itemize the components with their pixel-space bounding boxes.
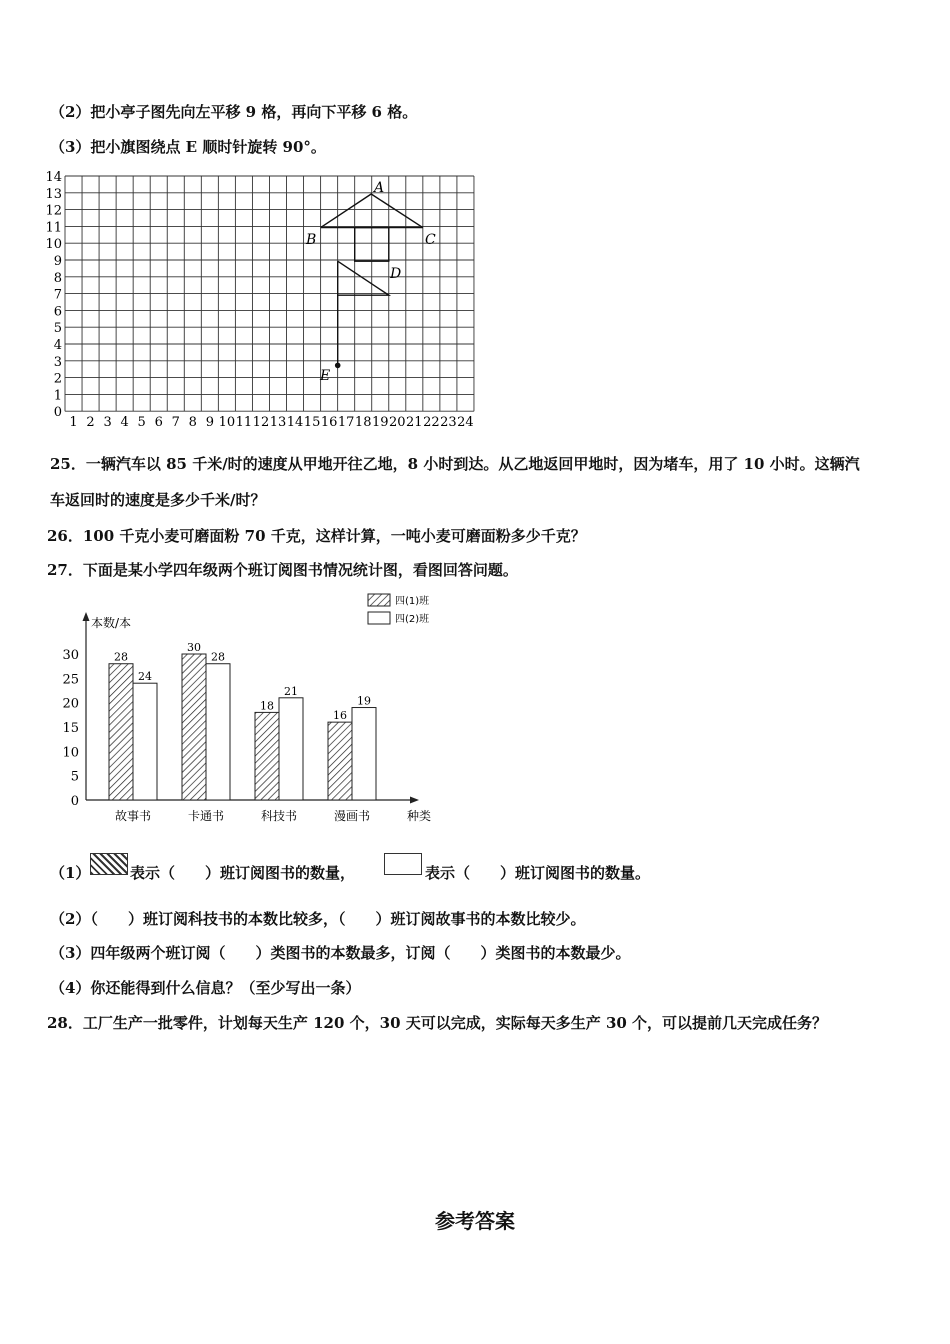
- q27-part4: （4）你还能得到什么信息？（至少写出一条）: [50, 979, 361, 997]
- grid-y-tick: 5: [53, 321, 62, 337]
- answer-section-title: 参考答案: [435, 1209, 515, 1233]
- grid-x-tick: 5: [137, 415, 146, 431]
- q27-part1-prefix: （1）: [50, 864, 91, 882]
- bar-value-label: 28: [211, 650, 225, 664]
- grid-y-tick: 9: [53, 254, 62, 269]
- grid-y-tick: 1: [53, 388, 62, 404]
- q27-part1-middle: 表示（ ）班订阅图书的数量，: [130, 864, 356, 882]
- grid-x-tick: 19: [371, 415, 389, 431]
- grid-x-tick: 14: [286, 415, 304, 431]
- grid-y-tick: 13: [45, 186, 62, 202]
- coordinate-grid: [38, 168, 488, 434]
- grid-x-tick: 21: [406, 415, 423, 431]
- q25-line2: 车返回时的速度是多少千米/时？: [50, 491, 266, 509]
- category-label: 漫画书: [333, 809, 371, 823]
- grid-x-tick: 18: [354, 415, 372, 431]
- bar-value-label: 21: [284, 684, 298, 698]
- q26: 26．100 千克小麦可磨面粉 70 千克，这样计算，一吨小麦可磨面粉多少千克？: [47, 527, 586, 545]
- grid-y-tick: 7: [53, 287, 62, 303]
- q28: 28．工厂生产一批零件，计划每天生产 120 个，30 天可以完成，实际每天多生产 30 个，可以提前几天完成任务？: [47, 1014, 828, 1032]
- grid-x-tick: 20: [389, 415, 406, 431]
- bar-class2: [279, 698, 303, 800]
- y-axis-arrow: [83, 612, 90, 621]
- grid-y-tick: 4: [53, 338, 62, 353]
- bar-class1: [182, 654, 206, 800]
- grid-x-tick: 16: [320, 415, 338, 431]
- bar-value-label: 18: [260, 699, 274, 713]
- bar-value-label: 30: [187, 641, 201, 654]
- grid-x-tick: 9: [205, 415, 214, 431]
- q27-part2: （2）（ ）班订阅科技书的本数比较多，（ ）班订阅故事书的本数比较少。: [50, 910, 586, 928]
- y-tick-label: 0: [70, 794, 79, 809]
- y-tick-label: 15: [62, 721, 79, 736]
- y-axis-label: 本数/本: [91, 616, 132, 630]
- grid-x-tick: 3: [103, 415, 112, 431]
- grid-y-tick: 6: [53, 304, 62, 320]
- point-a-label: A: [374, 180, 385, 196]
- y-ticks: [62, 648, 79, 809]
- category-label: 卡通书: [187, 809, 225, 823]
- category-label: 故事书: [114, 809, 152, 823]
- y-tick-label: 5: [70, 769, 79, 785]
- bar-class1: [109, 664, 133, 800]
- category-label: 科技书: [260, 809, 298, 823]
- bar-value-label: 19: [357, 694, 371, 708]
- legend-label-class2: 四(2)班: [395, 614, 430, 625]
- grid-y-tick: 2: [53, 371, 62, 387]
- grid-x-tick: 6: [154, 415, 163, 431]
- grid-y-tick: 11: [45, 220, 62, 236]
- q27-part3: （3）四年级两个班订阅（ ）类图书的本数最多，订阅（ ）类图书的本数最少。: [50, 944, 631, 962]
- bar-class2: [133, 683, 157, 800]
- grid-lines: [65, 176, 474, 411]
- grid-y-tick: 0: [53, 405, 62, 421]
- q24-part2: （2）把小亭子图先向左平移 9 格，再向下平移 6 格。: [50, 103, 418, 121]
- grid-x-tick: 8: [188, 415, 197, 431]
- grid-x-tick: 1: [69, 415, 78, 431]
- y-tick-label: 10: [62, 745, 79, 761]
- y-tick-label: 20: [62, 696, 79, 712]
- legend-swatch-class1: [368, 594, 390, 606]
- x-axis-label: 种类: [407, 809, 432, 823]
- point-e-dot: [335, 363, 341, 369]
- q27-part1-suffix: 表示（ ）班订阅图书的数量。: [425, 864, 651, 882]
- bar-value-label: 16: [333, 709, 347, 723]
- point-b-label: B: [306, 232, 317, 248]
- point-e-label: E: [320, 368, 331, 384]
- point-c-label: C: [425, 232, 436, 248]
- grid-x-tick: 22: [423, 415, 440, 431]
- grid-x-tick: 17: [337, 415, 355, 431]
- bar-class1: [328, 722, 352, 800]
- grid-x-tick: 10: [218, 415, 236, 431]
- grid-tick-labels: [45, 170, 473, 430]
- bar-class2: [206, 664, 230, 800]
- grid-x-tick: 12: [252, 415, 270, 431]
- legend-swatch-class2: [368, 612, 390, 624]
- grid-y-tick: 12: [45, 203, 62, 219]
- chart-legend: [368, 594, 429, 625]
- grid-y-tick: 3: [53, 354, 62, 370]
- grid-x-tick: 11: [235, 415, 253, 431]
- flag-triangle: [338, 261, 389, 295]
- q27: 27．下面是某小学四年级两个班订阅图书情况统计图，看图回答问题。: [47, 561, 518, 579]
- grid-y-tick: 8: [53, 270, 62, 286]
- point-d-label: D: [390, 266, 402, 282]
- grid-x-tick: 15: [303, 415, 321, 431]
- grid-x-tick: 7: [171, 415, 180, 431]
- bar-class1: [255, 712, 279, 800]
- grid-x-tick: 23: [440, 415, 457, 431]
- bar-class2: [352, 708, 376, 800]
- grid-x-tick: 24: [457, 415, 474, 431]
- grid-x-tick: 13: [269, 415, 287, 431]
- grid-y-tick: 14: [45, 170, 62, 185]
- hatched-swatch-icon: [90, 853, 128, 875]
- grid-y-tick: 10: [45, 237, 62, 253]
- q25-line1: 25．一辆汽车以 85 千米/时的速度从甲地开往乙地，8 小时到达。从乙地返回甲地时，因为堵车，用了 10 小时。这辆汽: [50, 455, 860, 473]
- grid-x-tick: 4: [120, 415, 129, 431]
- bar-value-label: 24: [138, 670, 152, 684]
- white-swatch-icon: [384, 853, 422, 875]
- legend-label-class1: 四(1)班: [395, 596, 430, 607]
- bar-value-label: 28: [114, 650, 128, 664]
- q24-part3: （3）把小旗图绕点 E 顺时针旋转 90°。: [50, 138, 326, 156]
- grid-x-tick: 2: [86, 415, 95, 431]
- y-tick-label: 25: [62, 672, 79, 688]
- y-tick-label: 30: [62, 648, 79, 663]
- x-axis-arrow: [410, 797, 419, 804]
- bar-chart: [55, 588, 455, 824]
- category-labels: [115, 808, 370, 823]
